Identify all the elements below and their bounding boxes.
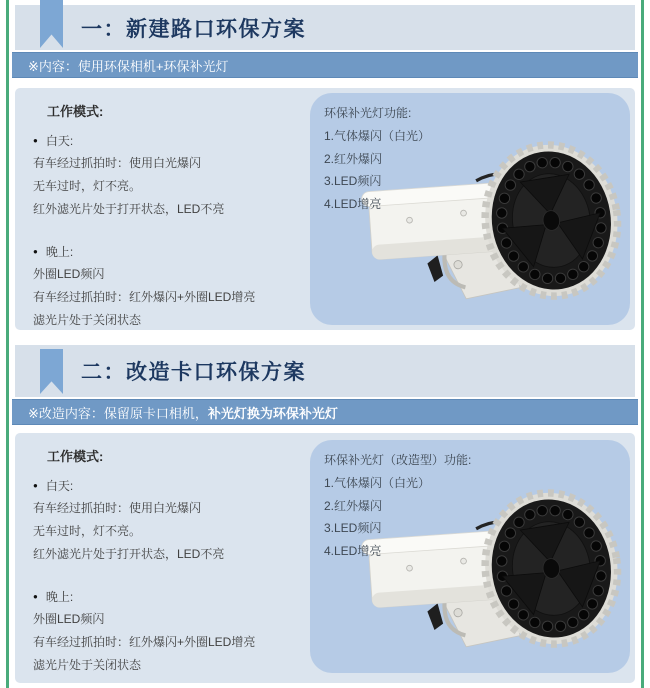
night-line: 滤光片处于关闭状态 (33, 313, 142, 327)
section-1-title: 一：新建路口环保方案 (81, 17, 306, 41)
day-line: 红外滤光片处于打开状态，LED不亮 (33, 202, 225, 216)
day-label-row (33, 129, 333, 152)
frame-border-right (641, 0, 644, 688)
content-bar-text: ※改造内容：保留原卡口相机， (28, 405, 208, 421)
bullet-icon: ● (33, 247, 38, 256)
feature-item: 1.气体爆闪（白光） (324, 476, 431, 490)
feature-item: 1.气体爆闪（白光） (324, 129, 431, 143)
features-heading: 环保补光灯功能: (324, 106, 412, 120)
night-line: 有车经过抓拍时：红外爆闪+外圈LED增亮 (33, 290, 256, 304)
day-label-row (33, 474, 333, 497)
night-line: 有车经过抓拍时：红外爆闪+外圈LED增亮 (33, 635, 256, 649)
work-mode-block (15, 433, 333, 677)
section-1-header (15, 5, 635, 50)
night-line: 外圈LED频闪 (33, 267, 105, 281)
work-mode-heading: 工作模式: (47, 104, 104, 119)
content-bar-text: ※内容：使用环保相机+环保补光灯 (28, 58, 229, 74)
section-2-content-bar (12, 399, 638, 425)
night-label: 晚上: (45, 245, 74, 259)
day-line: 红外滤光片处于打开状态，LED不亮 (33, 547, 225, 561)
work-mode-heading: 工作模式: (47, 449, 104, 464)
feature-item: 4.LED增亮 (324, 196, 382, 211)
day-line: 无车过时，灯不亮。 (33, 179, 142, 193)
day-line: 有车经过抓拍时：使用白光爆闪 (33, 501, 202, 515)
night-line: 外圈LED频闪 (33, 612, 105, 626)
bullet-icon: ● (33, 136, 38, 145)
light-features-panel (310, 440, 630, 673)
light-features-panel (310, 93, 630, 325)
document-page (15, 0, 635, 683)
feature-item: 4.LED增亮 (324, 543, 382, 558)
content-bar-bold-text: 补光灯换为环保补光灯 (207, 405, 338, 421)
night-label: 晚上: (45, 590, 74, 604)
section-1-content-bar (12, 52, 638, 78)
feature-item: 3.LED频闪 (324, 521, 382, 535)
features-list (310, 93, 630, 211)
day-line: 无车过时，灯不亮。 (33, 524, 142, 538)
work-mode-block (15, 88, 333, 332)
night-label-row (33, 585, 333, 608)
night-line: 滤光片处于关闭状态 (33, 658, 142, 672)
frame-border-left (6, 0, 9, 688)
bullet-icon: ● (33, 481, 38, 490)
features-list (310, 440, 630, 558)
day-label: 白天: (45, 134, 74, 148)
feature-item: 2.红外爆闪 (324, 498, 383, 513)
night-label-row (33, 240, 333, 263)
section-2-card (15, 433, 635, 683)
day-label: 白天: (45, 479, 74, 493)
section-1-card (15, 88, 635, 330)
features-heading: 环保补光灯（改造型）功能: (324, 453, 472, 467)
section-2-header (15, 345, 635, 397)
feature-item: 3.LED频闪 (324, 174, 382, 188)
section-2-title: 二：改造卡口环保方案 (81, 361, 306, 384)
day-line: 有车经过抓拍时：使用白光爆闪 (33, 156, 202, 170)
feature-item: 2.红外爆闪 (324, 151, 383, 166)
bullet-icon: ● (33, 592, 38, 601)
